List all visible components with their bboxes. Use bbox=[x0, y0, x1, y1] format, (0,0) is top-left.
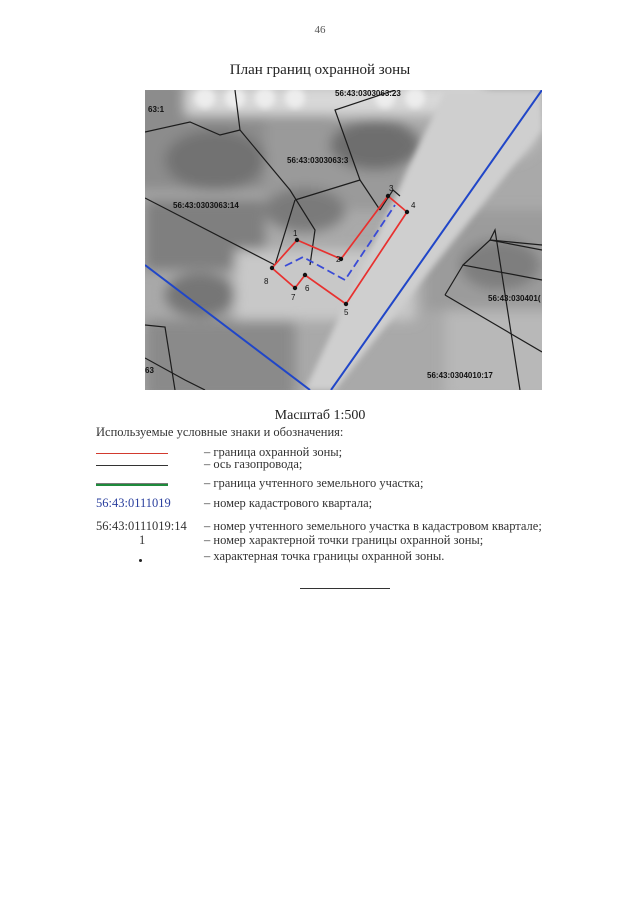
point-label: 3 bbox=[389, 184, 394, 193]
parcel-label: 56:43:0303063:23 bbox=[335, 90, 401, 98]
legend-point-number-symbol: 1 bbox=[139, 533, 146, 547]
legend-item-parcel-boundary bbox=[96, 476, 596, 492]
point-label: 8 bbox=[264, 277, 269, 286]
map-title: План границ охранной зоны bbox=[229, 62, 411, 78]
legend-description: – характерная точка границы охранной зоны. bbox=[204, 549, 445, 563]
point-label: 5 bbox=[344, 308, 349, 317]
legend-description: – номер характерной точки границы охранной зоны; bbox=[204, 533, 484, 547]
legend-description: – ось газопровода; bbox=[204, 457, 303, 471]
point-label: 7 bbox=[291, 293, 296, 302]
point-label: 2 bbox=[336, 255, 341, 264]
parcel-label-partial: 56:43:030401( bbox=[488, 294, 541, 303]
legend-dot-symbol bbox=[139, 559, 142, 562]
legend-description: – граница учтенного земельного участка; bbox=[204, 476, 424, 490]
legend-parcel-number-symbol: 56:43:0111019:14 bbox=[96, 519, 187, 533]
parcel-label-partial: 63 bbox=[145, 366, 154, 375]
point-label: 4 bbox=[411, 201, 416, 210]
legend-quarter-number-symbol: 56:43:0111019 bbox=[96, 496, 171, 510]
legend-item-point bbox=[96, 549, 596, 565]
parcel-label: 56:43:0303063:3 bbox=[287, 156, 349, 165]
legend-description: – номер кадастрового квартала; bbox=[204, 496, 373, 510]
parcel-label: 56:43:0303063:14 bbox=[173, 201, 239, 210]
legend-item-gas-axis bbox=[96, 457, 596, 473]
legend-item-cadastral-quarter bbox=[96, 496, 596, 512]
legend-red-line-symbol bbox=[96, 453, 168, 454]
parcel-label: 56:43:0304010:17 bbox=[427, 371, 493, 380]
point-label: 6 bbox=[305, 284, 310, 293]
legend-green-line-symbol bbox=[96, 483, 168, 486]
legend-title: Используемые условные знаки и обозначения: bbox=[96, 425, 344, 439]
page-number: 46 bbox=[314, 24, 326, 36]
parcel-label-partial: 63:1 bbox=[148, 105, 165, 114]
map-scale: Масштаб 1:500 bbox=[274, 408, 366, 423]
cadastral-map bbox=[145, 90, 542, 390]
legend-description: – граница охранной зоны; bbox=[204, 445, 343, 459]
point-label: 1 bbox=[293, 229, 298, 238]
legend-item-point-number bbox=[96, 533, 596, 549]
legend-dark-line-symbol bbox=[96, 465, 168, 466]
end-rule bbox=[300, 588, 390, 589]
legend-description: – номер учтенного земельного участка в кадастровом квартале; bbox=[204, 519, 542, 533]
map-canvas bbox=[145, 90, 542, 390]
